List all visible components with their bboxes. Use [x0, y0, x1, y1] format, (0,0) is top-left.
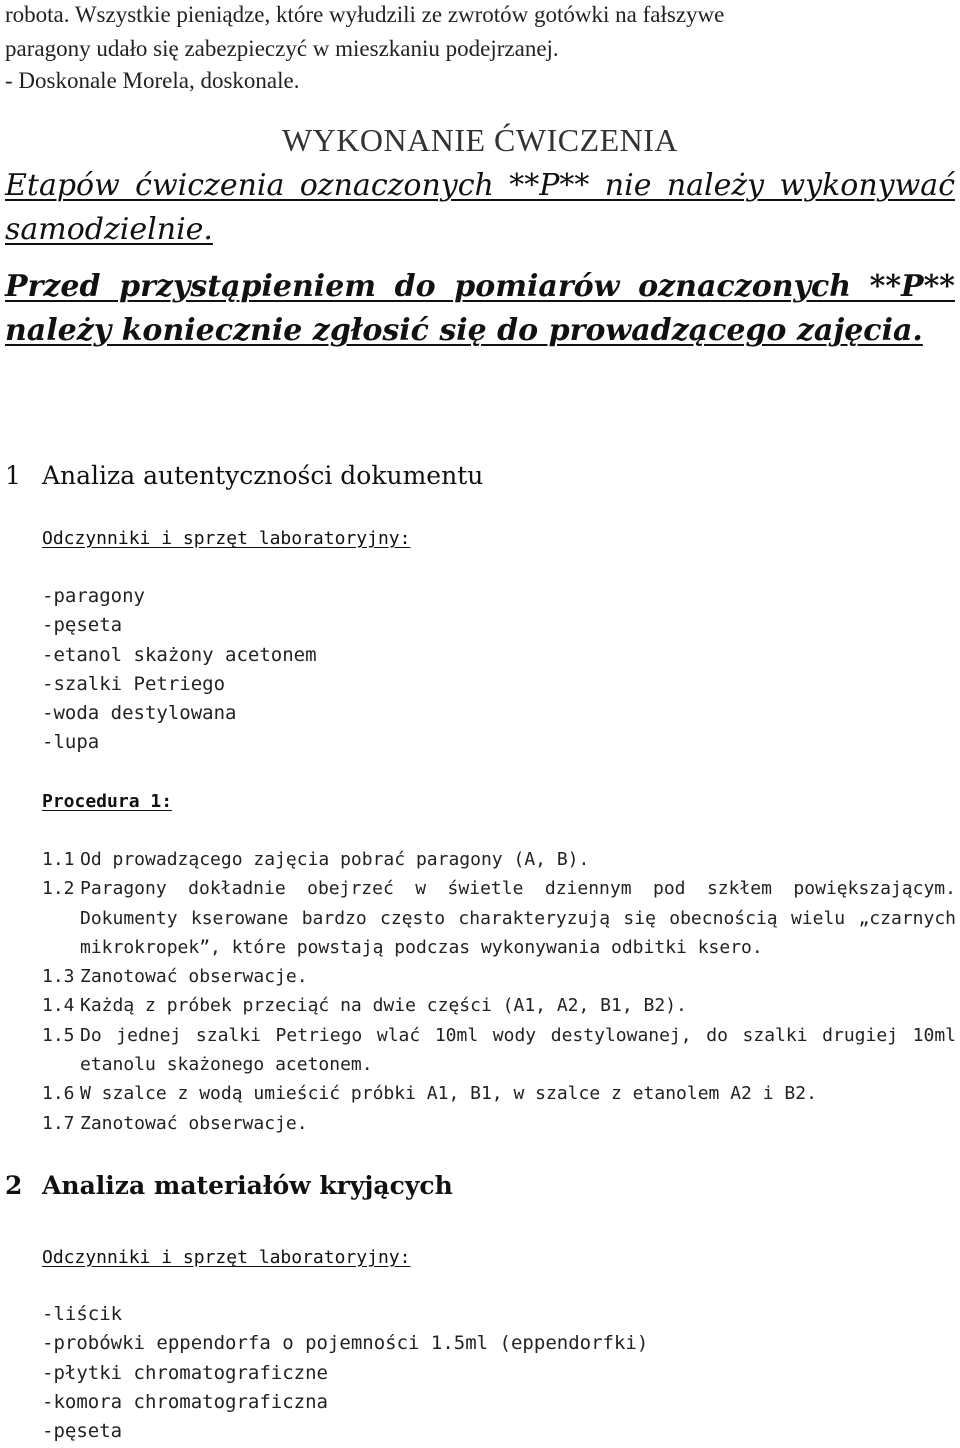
list-item: -komora chromatograficzna — [42, 1390, 328, 1413]
step-text: Zanotować obserwacje. — [80, 1112, 308, 1134]
list-item: -płytki chromatograficzne — [42, 1361, 328, 1384]
execution-heading: WYKONANIE ĆWICZENIA — [281, 122, 679, 158]
section-1-materials-label: Odczynniki i sprzęt laboratoryjny: — [42, 528, 411, 549]
procedure-1-steps — [42, 845, 956, 1138]
intro-line-2: paragony udało się zabezpieczyć w mieszkaniu podejrzanej. — [5, 36, 559, 61]
section-1-title — [5, 459, 483, 493]
procedure-step — [42, 845, 956, 874]
procedure-step — [42, 991, 956, 1020]
procedure-step — [42, 874, 956, 962]
procedure-1-label: Procedura 1: — [42, 791, 173, 812]
step-number: 1.5 — [42, 1024, 75, 1046]
list-item: -szalki Petriego — [42, 672, 226, 695]
step-text: Od prowadzącego zajęcia pobrać paragony (A, B). — [80, 849, 590, 870]
list-item: -pęseta — [42, 1420, 123, 1443]
procedure-step — [42, 1079, 956, 1108]
section-1-number: 1 — [5, 461, 21, 490]
section-2-title — [5, 1169, 453, 1203]
step-number: 1.2 — [42, 878, 75, 900]
section-2-title-text: Analiza materiałów kryjących — [42, 1171, 453, 1200]
intro-line-1: robota. Wszystkie pieniądze, które wyłudzili ze zwrotów gotówki na fałszywe — [5, 2, 725, 27]
list-item: -liścik — [42, 1303, 123, 1325]
procedure-step — [42, 1021, 956, 1080]
list-item: -paragony — [42, 585, 145, 607]
list-item: -etanol skażony acetonem — [42, 643, 317, 666]
step-text: W szalce z wodą umieścić próbki A1, B1, w szalce z etanolem A2 i B2. — [80, 1083, 817, 1105]
list-item: -probówki eppendorfa o pojemności 1.5ml (eppendorfki) — [42, 1332, 649, 1355]
step-text: Każdą z próbek przeciąć na dwie części (A1, A2, B1, B2). — [80, 995, 687, 1017]
warning-report-to-instructor: Przed przystąpieniem do pomiarów oznaczonych **P** należy koniecznie zgłosić się do prowadzącego zajęcia. — [5, 269, 955, 348]
step-number: 1.4 — [42, 995, 75, 1017]
list-item: -lupa — [42, 731, 100, 754]
procedure-step — [42, 962, 956, 991]
procedure-step — [42, 1109, 956, 1138]
section-2-materials-label: Odczynniki i sprzęt laboratoryjny: — [42, 1247, 411, 1268]
list-item: -pęseta — [42, 614, 123, 637]
section-2-materials-list — [42, 1300, 648, 1446]
step-text: Zanotować obserwacje. — [80, 966, 308, 988]
step-number: 1.7 — [42, 1112, 75, 1134]
warning-self-execution: Etapów ćwiczenia oznaczonych **P** nie należy wykonywać samodzielnie. — [5, 168, 955, 247]
step-number: 1.1 — [42, 849, 75, 870]
intro-line-3: - Doskonale Morela, doskonale. — [5, 68, 300, 93]
list-item: -woda destylowana — [42, 702, 237, 725]
section-1-title-text: Analiza autentyczności dokumentu — [42, 461, 484, 490]
step-text: Do jednej szalki Petriego wlać 10ml wody destylowanej, do szalki drugiej 10ml etanolu skażonego acetonem. — [80, 1024, 956, 1076]
step-number: 1.6 — [42, 1083, 75, 1105]
section-2-number: 2 — [5, 1171, 23, 1200]
step-number: 1.3 — [42, 966, 75, 988]
section-1-materials-list — [42, 582, 317, 758]
step-text: Paragony dokładnie obejrzeć w świetle dziennym pod szkłem powiększającym. Dokumenty kserowane bardzo często charakteryzują się obecnością wielu „czarnych mikrokropek”, które powstają podczas wykonywania odbitki ksero. — [80, 878, 956, 958]
